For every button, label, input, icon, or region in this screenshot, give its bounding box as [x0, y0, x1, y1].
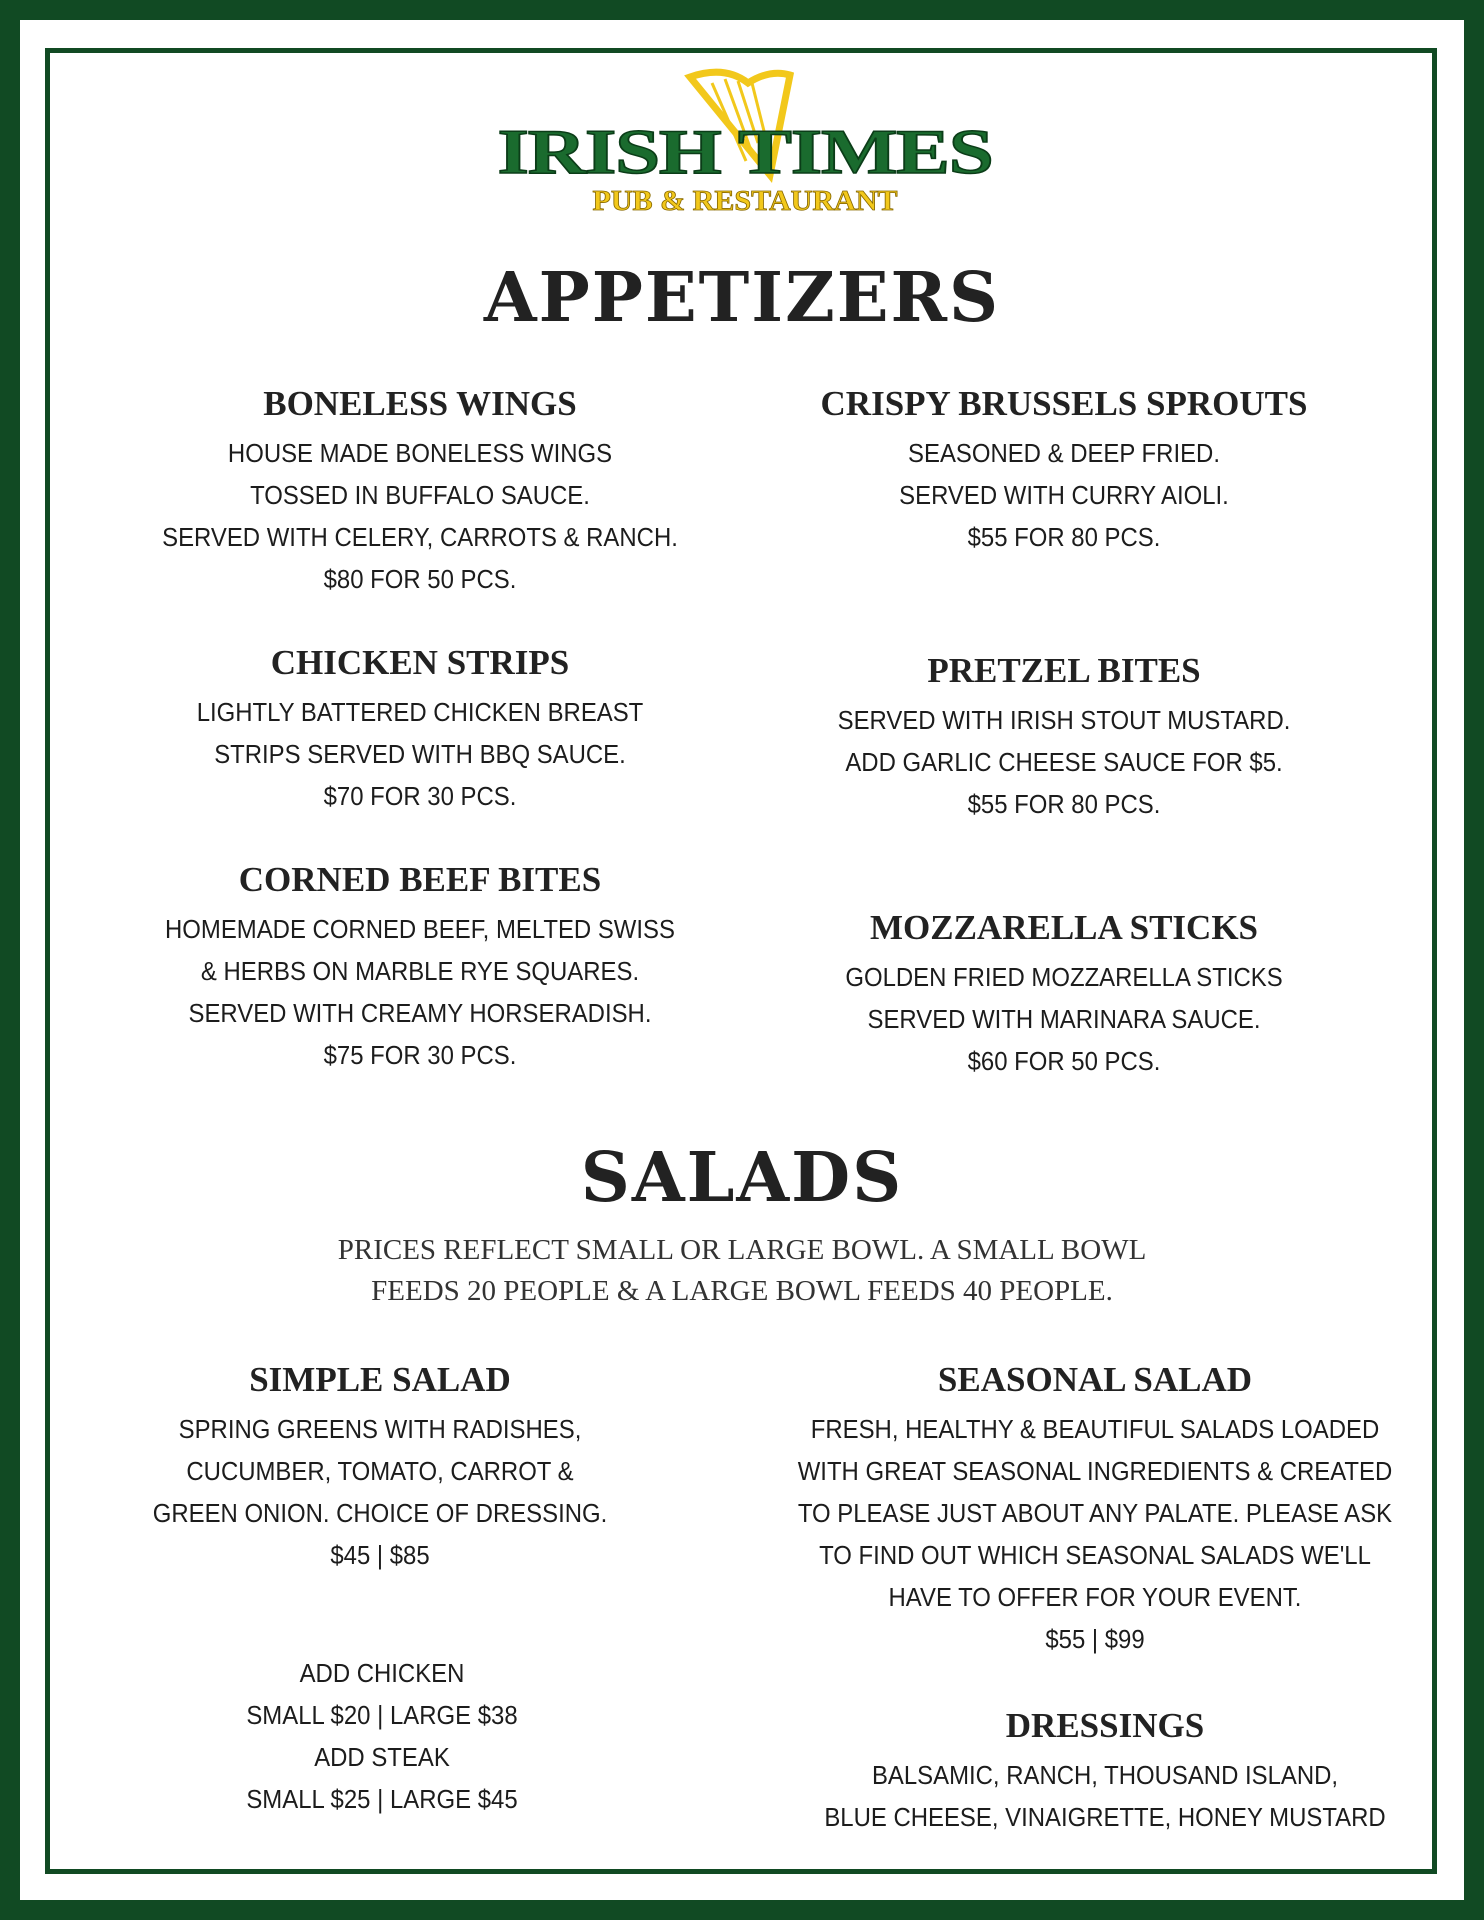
item-price: $45 | $85: [330, 1540, 430, 1570]
logo-title: IRISH TIMES: [497, 116, 993, 187]
item-line: LIGHTLY BATTERED CHICKEN BREAST: [196, 697, 644, 727]
item-name: BONELESS WINGS: [263, 384, 577, 423]
item-line: SERVED WITH CURRY AIOLI.: [899, 480, 1229, 510]
menu-item-simple-salad: [80, 1360, 680, 1576]
logo-subtitle: PUB & RESTAURANT: [592, 186, 898, 217]
item-price: $70 FOR 30 PCS.: [323, 781, 517, 811]
menu-item-crispy-brussels-sprouts: [744, 384, 1384, 558]
menu-item-seasonal-salad: [755, 1360, 1435, 1660]
item-name: CRISPY BRUSSELS SPROUTS: [820, 384, 1308, 423]
item-name: SIMPLE SALAD: [249, 1360, 511, 1399]
salad-add-ons: [82, 1652, 682, 1820]
item-line: & HERBS ON MARBLE RYE SQUARES.: [200, 956, 640, 986]
item-name: MOZZARELLA STICKS: [869, 908, 1259, 947]
menu-item-dressings: [765, 1706, 1445, 1838]
menu-item-pretzel-bites: [744, 651, 1384, 825]
item-line: HAVE TO OFFER FOR YOUR EVENT.: [888, 1582, 1302, 1612]
item-name: SEASONAL SALAD: [937, 1360, 1253, 1399]
item-price: $55 FOR 80 PCS.: [967, 522, 1161, 552]
menu-item-corned-beef-bites: [100, 860, 740, 1076]
item-line: STRIPS SERVED WITH BBQ SAUCE.: [214, 739, 626, 769]
item-line: SERVED WITH CELERY, CARROTS & RANCH.: [162, 522, 678, 552]
item-line: HOUSE MADE BONELESS WINGS: [227, 438, 613, 468]
item-price: $80 FOR 50 PCS.: [323, 564, 517, 594]
add-on-line: ADD STEAK: [314, 1742, 450, 1772]
item-line: BLUE CHEESE, VINAIGRETTE, HONEY MUSTARD: [824, 1802, 1386, 1832]
item-line: CUCUMBER, TOMATO, CARROT &: [186, 1456, 574, 1486]
salads-title: SALADS: [580, 1138, 904, 1218]
item-name: DRESSINGS: [1005, 1706, 1205, 1745]
irish-times-logo: [490, 65, 1000, 220]
item-line: GOLDEN FRIED MOZZARELLA STICKS: [845, 962, 1283, 992]
item-line: WITH GREAT SEASONAL INGREDIENTS & CREATED: [797, 1456, 1393, 1486]
salads-note: [200, 1230, 1284, 1312]
menu-item-chicken-strips: [100, 643, 740, 817]
item-price: $55 | $99: [1045, 1624, 1145, 1654]
menu-item-boneless-wings: [100, 384, 740, 600]
item-line: ADD GARLIC CHEESE SAUCE FOR $5.: [845, 747, 1283, 777]
salads-note-line: PRICES REFLECT SMALL OR LARGE BOWL. A SMALL BOWL: [337, 1234, 1147, 1266]
add-on-line: SMALL $25 | LARGE $45: [246, 1784, 518, 1814]
item-line: SERVED WITH IRISH STOUT MUSTARD.: [837, 705, 1291, 735]
item-line: HOMEMADE CORNED BEEF, MELTED SWISS: [165, 914, 675, 944]
add-on-line: ADD CHICKEN: [299, 1658, 465, 1688]
item-line: SPRING GREENS WITH RADISHES,: [178, 1414, 582, 1444]
item-price: $75 FOR 30 PCS.: [323, 1040, 517, 1070]
item-line: BALSAMIC, RANCH, THOUSAND ISLAND,: [871, 1760, 1339, 1790]
item-price: $55 FOR 80 PCS.: [967, 789, 1161, 819]
item-line: SERVED WITH CREAMY HORSERADISH.: [188, 998, 652, 1028]
item-name: CORNED BEEF BITES: [238, 860, 602, 899]
item-line: TOSSED IN BUFFALO SAUCE.: [250, 480, 590, 510]
item-line: TO FIND OUT WHICH SEASONAL SALADS WE'LL: [819, 1540, 1371, 1570]
appetizers-title: APPETIZERS: [483, 258, 1001, 338]
item-line: FRESH, HEALTHY & BEAUTIFUL SALADS LOADED: [810, 1414, 1380, 1444]
item-name: CHICKEN STRIPS: [270, 643, 570, 682]
item-line: GREEN ONION. CHOICE OF DRESSING.: [152, 1498, 608, 1528]
salads-note-line: FEEDS 20 PEOPLE & A LARGE BOWL FEEDS 40 PEOPLE.: [371, 1275, 1113, 1307]
item-price: $60 FOR 50 PCS.: [967, 1046, 1161, 1076]
item-name: PRETZEL BITES: [927, 651, 1201, 690]
item-line: TO PLEASE JUST ABOUT ANY PALATE. PLEASE ASK: [797, 1498, 1393, 1528]
add-on-line: SMALL $20 | LARGE $38: [246, 1700, 518, 1730]
item-line: SEASONED & DEEP FRIED.: [908, 438, 1220, 468]
menu-item-mozzarella-sticks: [744, 908, 1384, 1082]
item-line: SERVED WITH MARINARA SAUCE.: [867, 1004, 1261, 1034]
